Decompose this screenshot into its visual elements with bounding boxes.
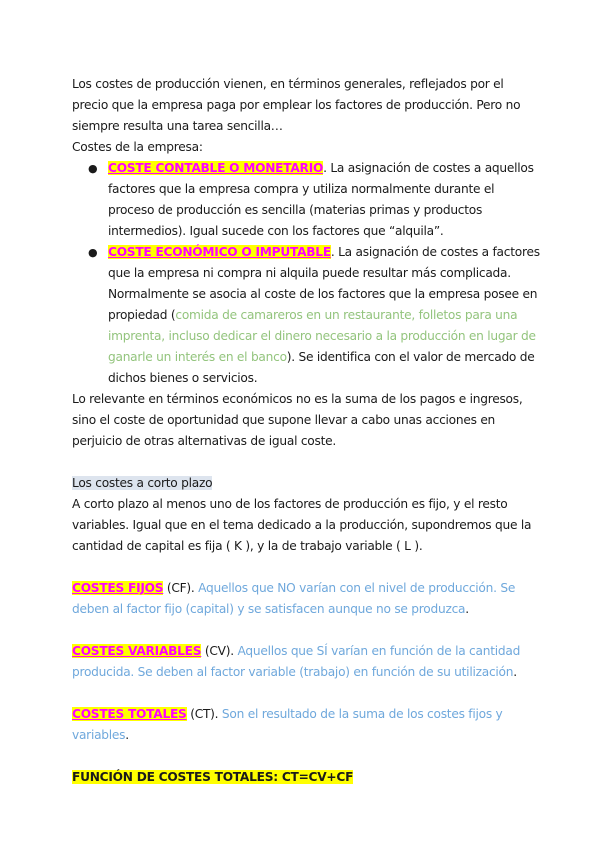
term-costes-totales: COSTES TOTALES: [72, 707, 187, 721]
definition-text: Aquellos que SÍ varían en función de la cantidad producida. Se deben al factor variable (trabajo) en función de su utilización: [72, 644, 521, 679]
list-item: [88, 242, 540, 389]
term-costes-variables: COSTES VARIABLES: [72, 644, 202, 658]
short-term-paragraph: A corto plazo al menos uno de los factores de producción es fijo, y el resto variables. Igual que en el tema dedicado a la producción, supondremos que la cantidad de capital es fija ( K ), y la de trabajo variable ( L ).: [72, 497, 532, 553]
function-title: FUNCIÓN DE COSTES TOTALES: CT=CV+CF: [72, 770, 354, 784]
example-text: comida de camareros en un restaurante, folletos para una imprenta, incluso dedicar el dinero necesario a la producción en lugar de ganarle un interés en el banco: [108, 308, 536, 364]
bullet-icon: ●: [88, 246, 98, 259]
definition-end: .: [465, 602, 469, 616]
intro-paragraph: Los costes de producción vienen, en términos generales, reflejados por el precio que la empresa paga por emplear los factores de producción. Pero no siempre resulta una tarea sencilla…: [72, 77, 521, 133]
abbr-ct: (CT).: [186, 707, 219, 721]
definition-costes-totales: [72, 704, 540, 746]
list-item-text-end: ). Se identifica con el valor de mercado de dichos bienes o servicios.: [108, 350, 535, 385]
document-page: [72, 74, 540, 788]
abbr-cf: (CF).: [163, 581, 195, 595]
definition-costes-fijos: [72, 578, 540, 620]
abbr-cv: (CV).: [201, 644, 234, 658]
term-coste-contable: COSTE CONTABLE O MONETARIO: [108, 161, 324, 175]
definition-end: .: [513, 665, 517, 679]
list-item: [88, 158, 540, 242]
definition-text: Son el resultado de la suma de los costes fijos y variables: [72, 707, 503, 742]
definition-end: .: [125, 728, 129, 742]
section-title-short-term: Los costes a corto plazo: [72, 476, 213, 490]
definition-text: Aquellos que NO varían con el nivel de producción. Se deben al factor fijo (capital) y se satisfacen aunque no se produzca: [72, 581, 516, 616]
cost-types-list: [72, 158, 540, 389]
term-costes-fijos: COSTES FIJOS: [72, 581, 164, 595]
definition-costes-variables: [72, 641, 540, 683]
list-item-text: . La asignación de costes a factores que la empresa ni compra ni alquila puede resultar más complicada. Normalmente se asocia al coste de los factores que la empresa posee en propiedad (: [108, 245, 540, 322]
costs-label: Costes de la empresa:: [72, 140, 203, 154]
list-item-text: . La asignación de costes a aquellos factores que la empresa compra y utiliza normalmente durante el proceso de producción es sencilla (materias primas y productos intermedios). Igual sucede con los factores que “alquila”.: [108, 161, 534, 238]
opportunity-paragraph: Lo relevante en términos económicos no es la suma de los pagos e ingresos, sino el coste de oportunidad que supone llevar a cabo unas acciones en perjuicio de otras alternativas de igual coste.: [72, 392, 523, 448]
term-coste-economico: COSTE ECONÓMICO O IMPUTABLE: [108, 245, 331, 259]
bullet-icon: ●: [88, 162, 98, 175]
